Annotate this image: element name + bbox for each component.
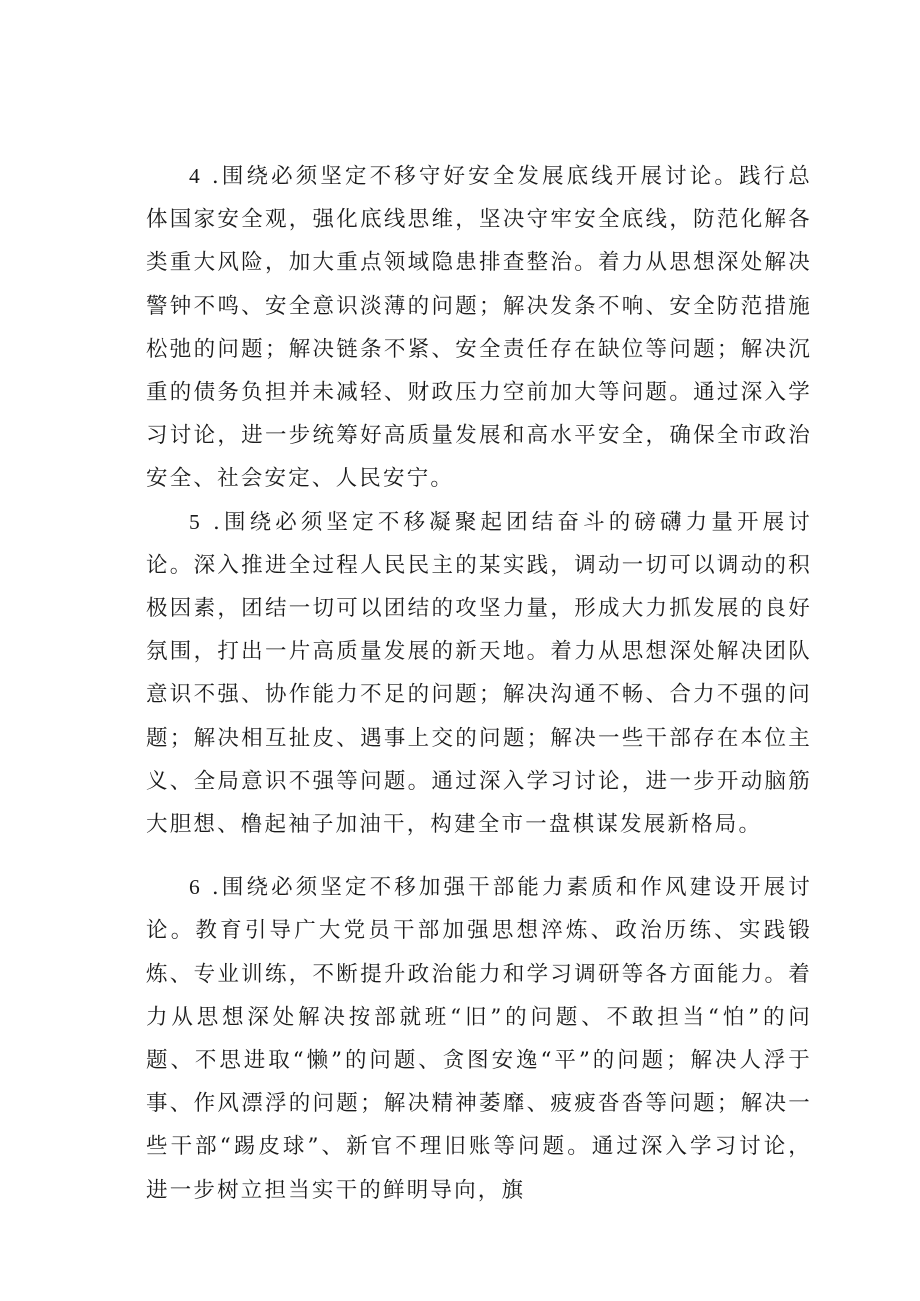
document-body	[146, 155, 812, 1212]
paragraph-4	[146, 155, 812, 501]
paragraph-4-number: 4	[189, 164, 202, 188]
paragraph-5-text: .围绕必须坚定不移凝聚起团结奋斗的磅礴力量开展讨论。深入推进全过程人民民主的某实践，调动一切可以调动的积极因素，团结一切可以团结的攻坚力量，形成大力抓发展的良好氛围，打出一片高质量发展的新天地。着力从思想深处解决团队意识不强、协作能力不足的问题；解决沟通不畅、合力不强的问题；解决相互扯皮、遇事上交的问题；解决一些干部存在本位主义、全局意识不强等问题。通过深入学习讨论，进一步开动脑筋大胆想、橹起袖子加油干，构建全市一盘棋谋发展新格局。	[146, 509, 812, 838]
paragraph-5-number: 5	[189, 509, 202, 534]
paragraph-6	[146, 866, 812, 1212]
paragraph-4-text: .围绕必须坚定不移守好安全发展底线开展讨论。践行总体国家安全观，强化底线思维，坚决守牢安全底线，防范化解各类重大风险，加大重点领域隐患排查整治。着力从思想深处解决警钟不鸣、安全意识淡薄的问题；解决发条不响、安全防范措施松弛的问题；解决链条不紧、安全责任存在缺位等问题；解决沉重的债务负担并未减轻、财政压力空前加大等问题。通过深入学习讨论，进一步统筹好高质量发展和高水平安全，确保全市政治安全、社会安定、人民安宁。	[146, 164, 812, 492]
paragraph-6-number: 6	[189, 875, 202, 900]
paragraph-5	[146, 501, 812, 847]
paragraph-6-text: .围绕必须坚定不移加强干部能力素质和作风建设开展讨论。教育引导广大党员干部加强思想淬炼、政治历练、实践锻炼、专业训练，不断提升政治能力和学习调研等各方面能力。着力从思想深处解决按部就班“旧”的问题、不敢担当“怕”的问题、不思进取“懒”的问题、贪图安逸“平”的问题；解决人浮于事、作风漂浮的问题；解决精神萎靡、疲疲沓沓等问题；解决一些干部“踢皮球”、新官不理旧账等问题。通过深入学习讨论，进一步树立担当实干的鲜明导向，旗	[146, 875, 812, 1203]
